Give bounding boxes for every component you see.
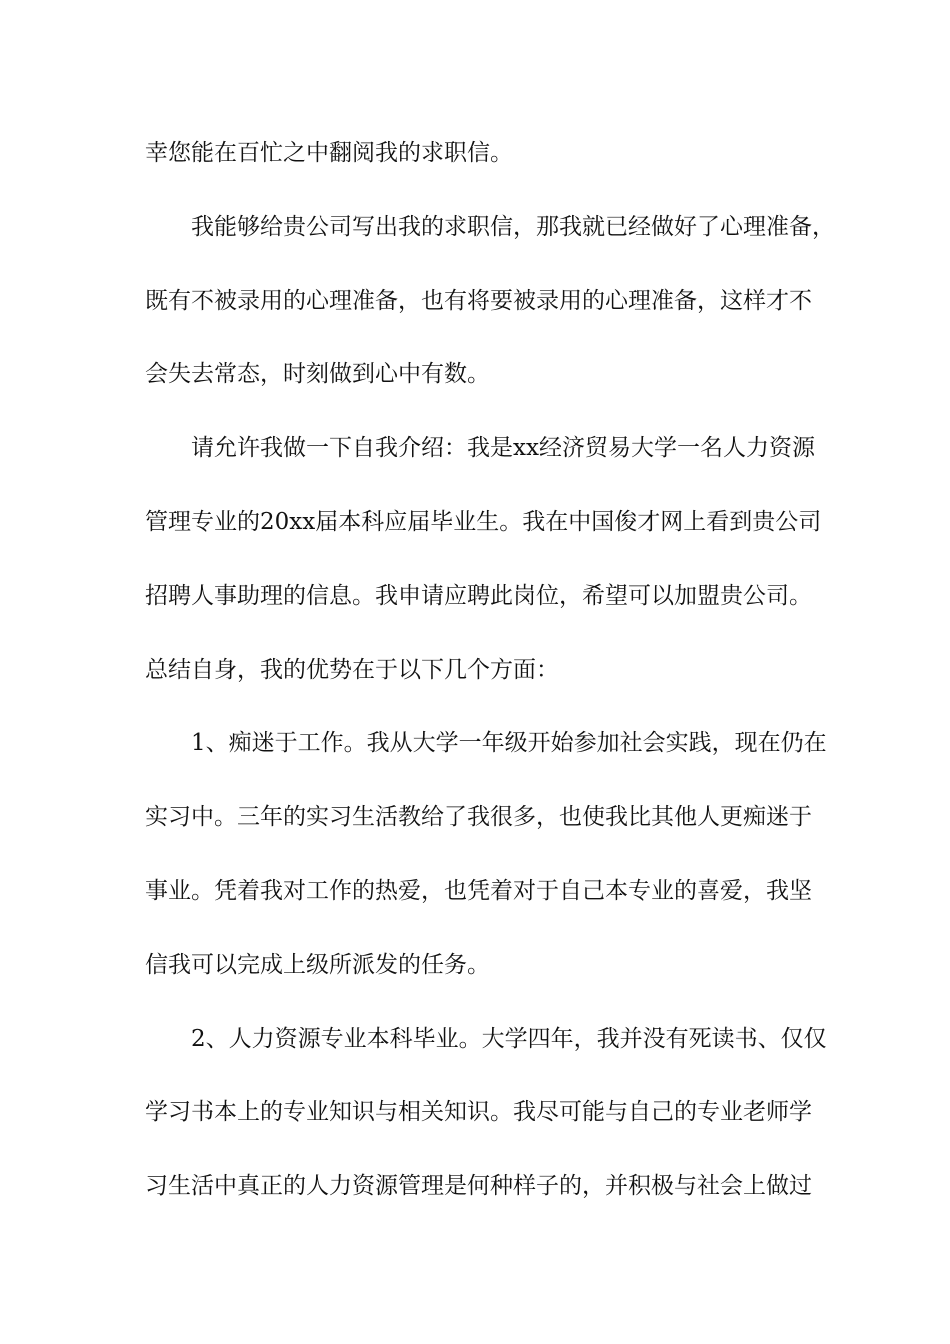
text-line: 2、人力资源专业本科毕业。大学四年，我并没有死读书、仅仅 [191, 1025, 827, 1052]
letter-body [145, 130, 835, 1237]
text-line: 学习书本上的专业知识与相关知识。我尽可能与自己的专业老师学 [145, 1099, 812, 1126]
text-line: 会失去常态，时刻做到心中有数。 [145, 361, 490, 388]
text-line: 招聘人事助理的信息。我申请应聘此岗位，希望可以加盟贵公司。 [145, 582, 812, 609]
text-line: 管理专业的20xx届本科应届毕业生。我在中国俊才网上看到贵公司 [145, 508, 822, 535]
text-line: 习生活中真正的人力资源管理是何种样子的，并积极与社会上做过 [145, 1173, 812, 1200]
text-line: 事业。凭着我对工作的热爱，也凭着对于自己本专业的喜爱，我坚 [145, 877, 812, 904]
text-line: 信我可以完成上级所派发的任务。 [145, 951, 490, 978]
text-line: 实习中。三年的实习生活教给了我很多，也使我比其他人更痴迷于 [145, 804, 812, 831]
text-line: 请允许我做一下自我介绍：我是xx经济贸易大学一名人力资源 [191, 435, 815, 462]
text-line: 幸您能在百忙之中翻阅我的求职信。 [145, 140, 513, 166]
text-line: 1、痴迷于工作。我从大学一年级开始参加社会实践，现在仍在 [191, 730, 827, 757]
text-line: 总结自身，我的优势在于以下几个方面： [145, 656, 559, 683]
text-line: 我能够给贵公司写出我的求职信，那我就已经做好了心理准备， [191, 213, 835, 240]
text-line: 既有不被录用的心理准备，也有将要被录用的心理准备，这样才不 [145, 287, 812, 314]
